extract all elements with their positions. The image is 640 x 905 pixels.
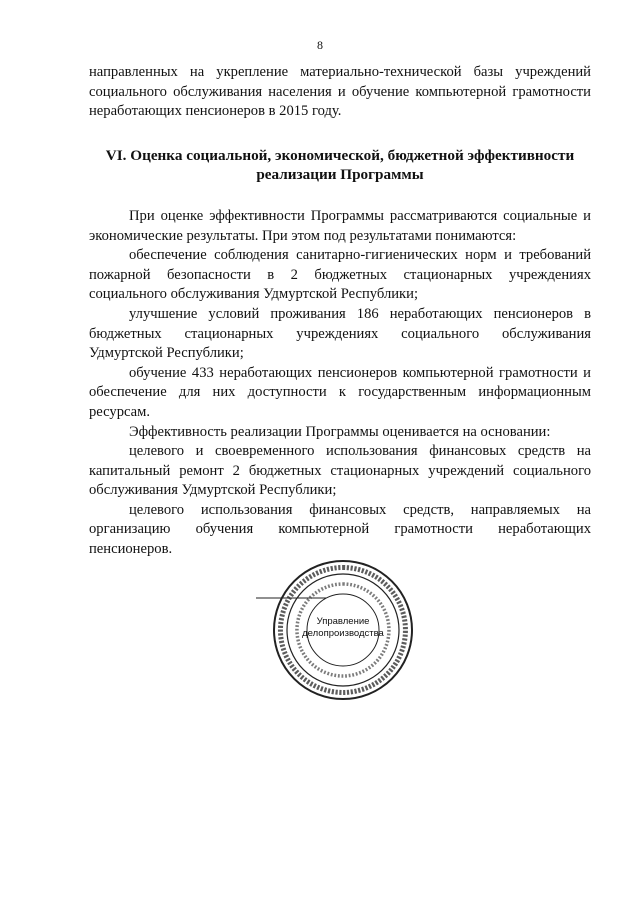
paragraph-evaluation-basis: Эффективность реализации Программы оценивается на основании:	[129, 423, 551, 440]
paragraph-result-computer-training: обучение 433 неработающих пенсионеров компьютерной грамотности и обеспечение для них доступности к государственным информационным ресурсам.	[89, 364, 591, 420]
page-number: 8	[317, 38, 323, 52]
paragraph-evaluation-intro: При оценке эффективности Программы рассматриваются социальные и экономические результаты. При этом под результатами понимаются:	[89, 207, 591, 244]
paragraph-basis-training-funds: целевого использования финансовых средств, направляемых на организацию обучения компьютерной грамотности неработающих пенсионеров.	[89, 501, 591, 558]
paragraph-result-sanitary: обеспечение соблюдения санитарно-гигиенических норм и требований пожарной безопасности в 2 бюджетных стационарных учреждениях социального обслуживания Удмуртской Республики;	[89, 247, 591, 303]
section-heading-line-2: реализации Программы	[256, 166, 424, 184]
stamp-text-line-1: Управление	[316, 616, 370, 627]
stamp-seal-icon	[256, 556, 418, 704]
document-body	[89, 63, 591, 560]
paragraph-basis-repair-funds: целевого и своевременного использования финансовых средств на капитальный ремонт 2 бюджетных стационарных учреждений социального обслуживания Удмуртской Республики;	[89, 443, 591, 499]
stamp-text-line-2: делопроизводства	[302, 628, 384, 639]
paragraph-result-living-conditions: улучшение условий проживания 186 неработающих пенсионеров в бюджетных стационарных учреждениях социального обслуживания Удмуртской Республики;	[89, 305, 591, 362]
section-heading	[89, 146, 591, 185]
official-stamp	[256, 556, 418, 704]
intro-paragraph: направленных на укрепление материально-технической базы учреждений социального обслуживания населения и обучение компьютерной грамотности неработающих пенсионеров в 2015 году.	[89, 64, 591, 120]
section-heading-line-1: VI. Оценка социальной, экономической, бюджетной эффективности	[105, 146, 575, 164]
